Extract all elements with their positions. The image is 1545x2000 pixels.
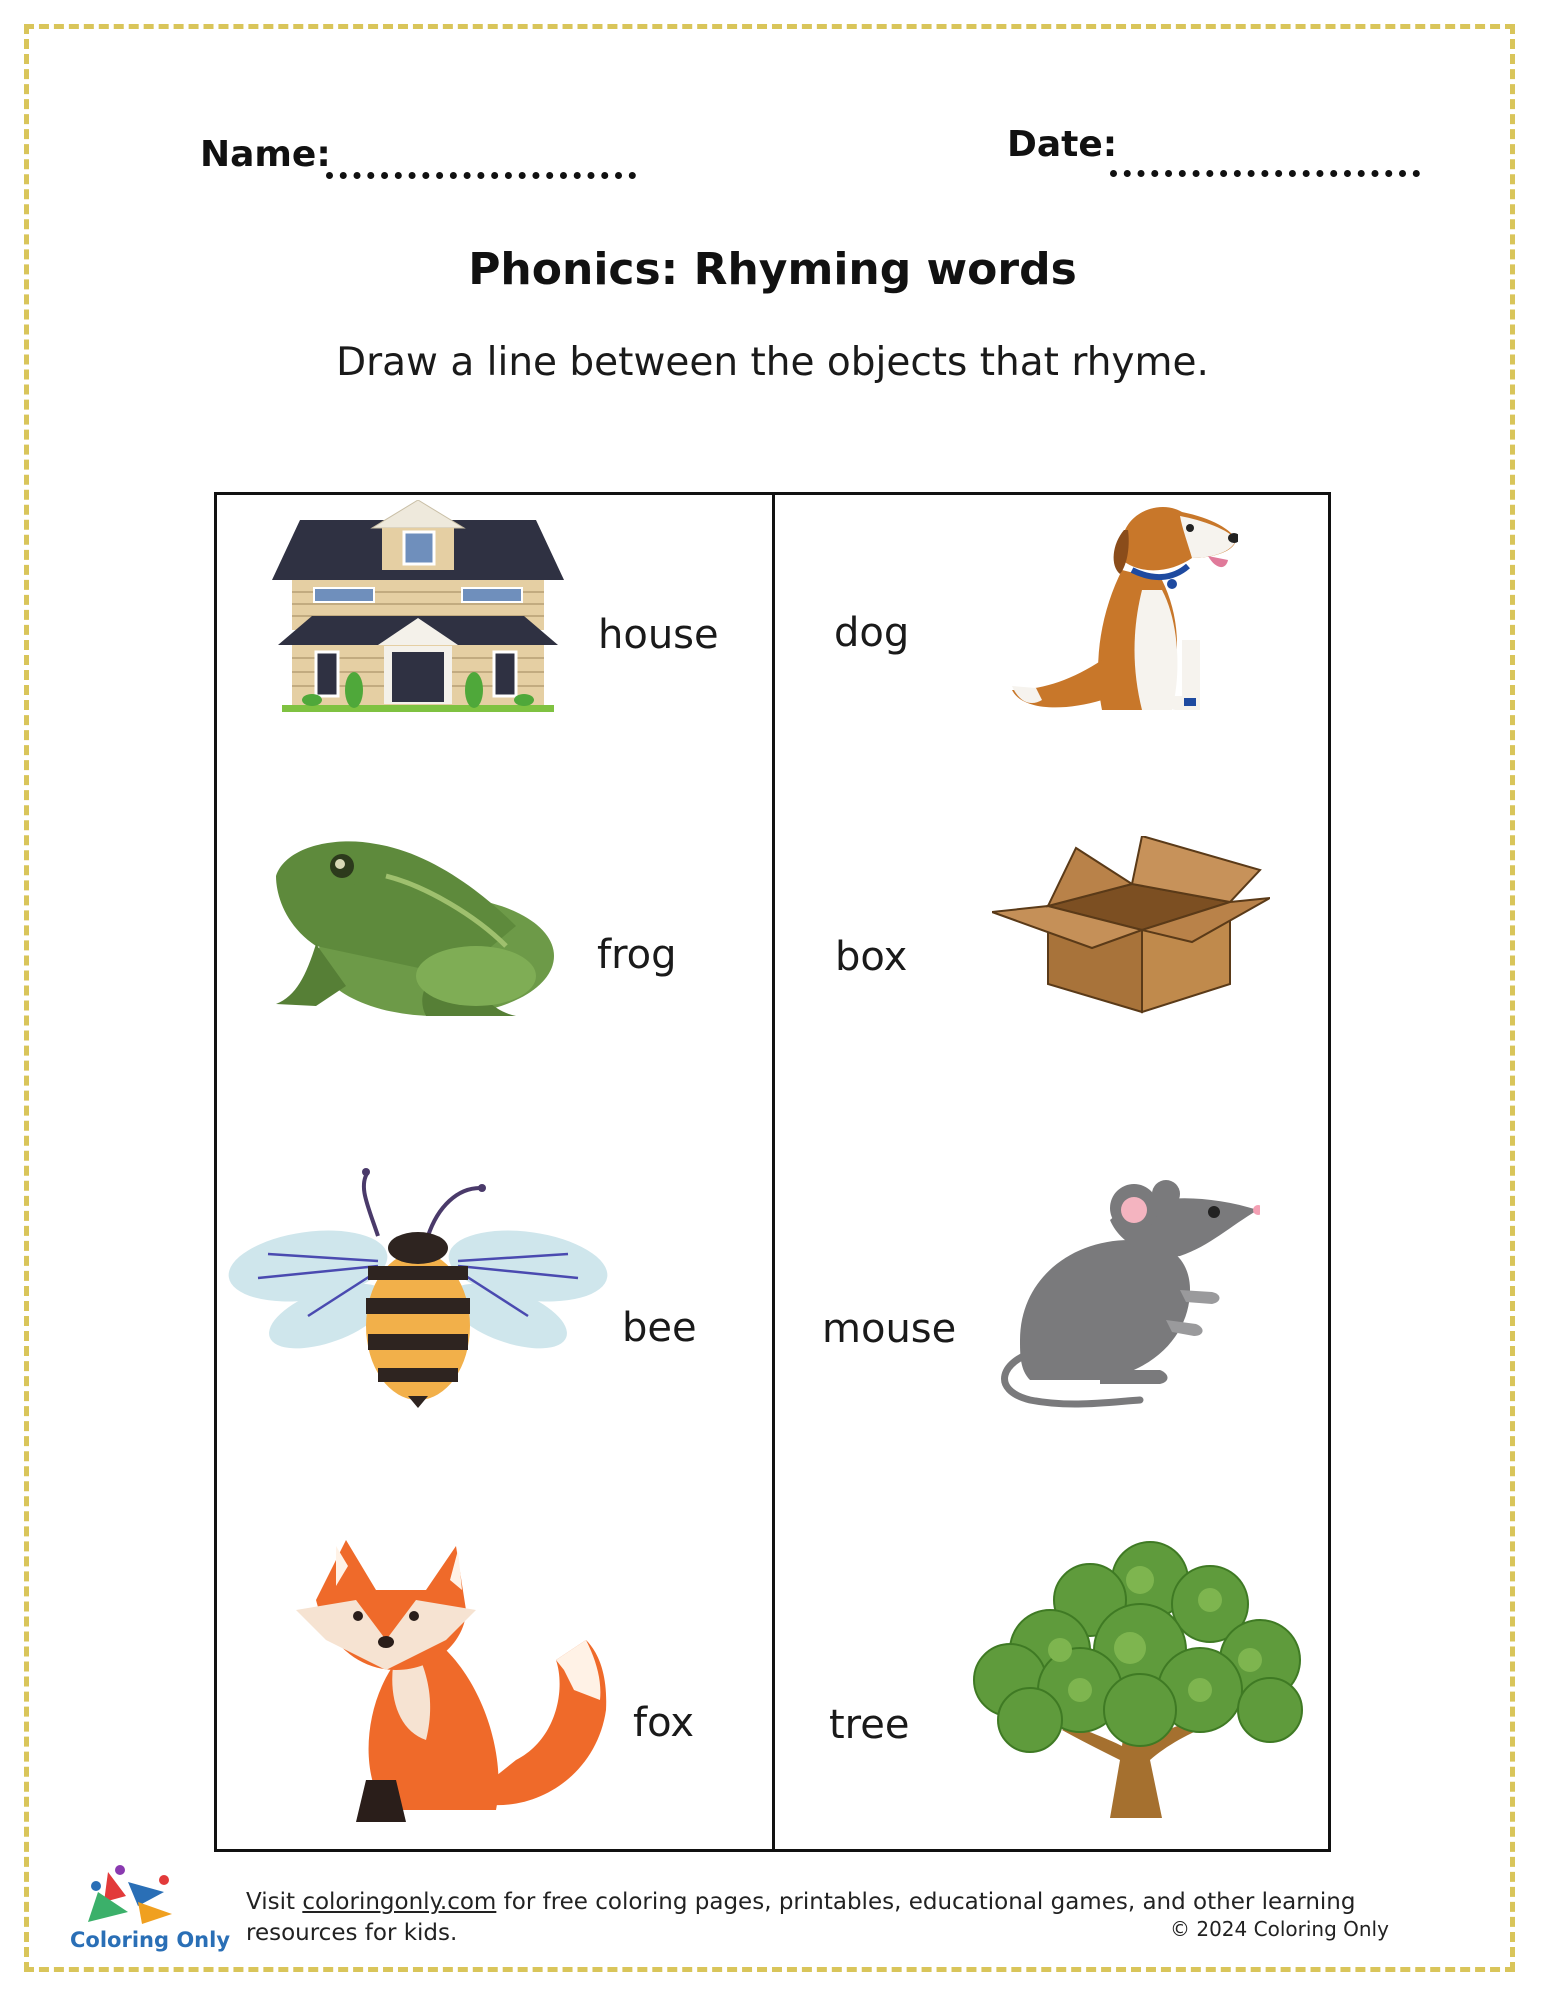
column-divider [772,492,775,1852]
bee-icon [228,1166,608,1408]
instructions-text: Draw a line between the objects that rhyme. [336,340,1209,385]
date-field[interactable] [1110,170,1420,177]
word-house: house [598,612,719,658]
name-field[interactable] [326,172,636,179]
tree-icon [970,1540,1304,1818]
page-title: Phonics: Rhyming words [468,244,1077,295]
copyright-text: © 2024 Coloring Only [1170,1917,1389,1941]
logo-text: Coloring Only [70,1928,231,1952]
house-icon [272,500,564,712]
footer-visit-prefix: Visit [246,1889,303,1915]
coloring-only-logo [68,1862,198,1926]
box-icon [992,836,1270,1014]
word-dog: dog [834,610,910,656]
word-fox: fox [633,1700,694,1746]
word-mouse: mouse [822,1306,957,1352]
name-label: Name: [200,134,331,175]
word-box: box [835,934,908,980]
word-frog: frog [597,932,677,978]
word-tree: tree [829,1702,910,1748]
dog-icon [1012,500,1238,716]
footer-visit-suffix: for free coloring pages, printables, educational games, and other learning resources for kids. [246,1889,1356,1946]
date-label: Date: [1007,124,1118,165]
fox-icon [296,1540,608,1822]
coloringonly-link[interactable]: coloringonly.com [302,1889,497,1915]
mouse-icon [990,1180,1260,1408]
frog-icon [276,836,558,1020]
word-bee: bee [622,1305,697,1351]
